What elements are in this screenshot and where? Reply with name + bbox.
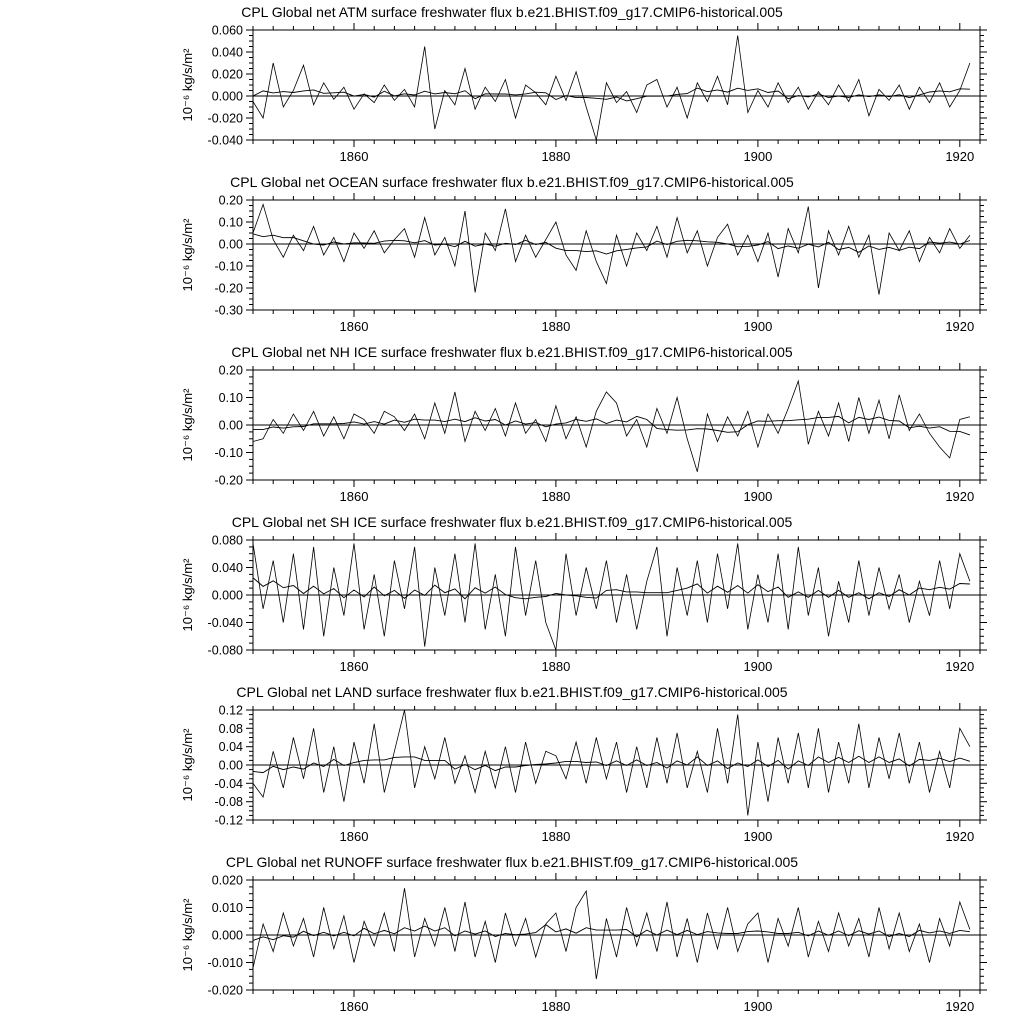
- annual-series-line: [253, 36, 970, 141]
- x-tick-label: 1880: [541, 659, 571, 674]
- y-tick-label: 0.20: [218, 193, 243, 208]
- y-tick-label: 0.000: [211, 588, 243, 603]
- y-tick-label: -0.10: [214, 446, 243, 460]
- chart-title-ocean: CPL Global net OCEAN surface freshwater flux b.e21.BHIST.f09_g17.CMIP6-historical.005: [230, 174, 794, 190]
- x-tick-label: 1900: [743, 999, 773, 1014]
- y-tick-label: -0.080: [207, 643, 243, 658]
- chart-title-sh-ice: CPL Global net SH ICE surface freshwater flux b.e21.BHIST.f09_g17.CMIP6-historical.005: [231, 514, 793, 530]
- chart-title-land: CPL Global net LAND surface freshwater flux b.e21.BHIST.f09_g17.CMIP6-historical.005: [236, 684, 788, 700]
- y-tick-label: 0.00: [218, 758, 243, 773]
- y-tick-label: -0.12: [214, 813, 243, 828]
- x-tick-label: 1900: [743, 659, 773, 674]
- y-axis-label: 10⁻⁶ kg/s/m²: [180, 48, 195, 122]
- y-tick-label: 0.020: [211, 67, 243, 82]
- panel-land: [0, 682, 1024, 852]
- x-tick-label: 1920: [945, 999, 975, 1014]
- annual-series-line: [253, 543, 970, 650]
- chart-plot-land: [0, 702, 1024, 852]
- y-tick-label: 0.040: [211, 45, 243, 60]
- panel-ocean: [0, 172, 1024, 342]
- x-tick-label: 1920: [945, 319, 975, 334]
- y-axis-label: 10⁻⁶ kg/s/m²: [180, 218, 195, 292]
- y-tick-label: 0.20: [218, 363, 243, 378]
- y-tick-label: 0.060: [211, 23, 243, 38]
- x-tick-label: 1860: [339, 829, 369, 844]
- panel-nh-ice: [0, 342, 1024, 512]
- chart-title-atm: CPL Global net ATM surface freshwater flux b.e21.BHIST.f09_g17.CMIP6-historical.005: [241, 4, 783, 20]
- y-axis-label: 10⁻⁶ kg/s/m²: [180, 728, 195, 802]
- y-tick-label: -0.020: [207, 111, 243, 126]
- y-tick-label: 0.10: [218, 391, 243, 405]
- x-tick-label: 1860: [339, 659, 369, 674]
- x-tick-label: 1860: [339, 999, 369, 1014]
- x-tick-label: 1880: [541, 829, 571, 844]
- x-tick-label: 1900: [743, 829, 773, 844]
- y-tick-label: 0.000: [211, 928, 243, 943]
- x-tick-label: 1880: [541, 319, 571, 334]
- y-tick-label: -0.020: [207, 983, 243, 998]
- y-tick-label: 0.020: [211, 873, 243, 888]
- chart-plot-runoff: [0, 872, 1024, 1022]
- y-tick-label: -0.20: [214, 281, 243, 296]
- plot-frame: [253, 30, 980, 140]
- y-tick-label: 0.12: [218, 703, 243, 718]
- x-tick-label: 1920: [945, 489, 975, 504]
- chart-title-runoff: CPL Global net RUNOFF surface freshwater flux b.e21.BHIST.f09_g17.CMIP6-historical.005: [225, 854, 799, 870]
- y-tick-label: -0.08: [214, 795, 243, 810]
- y-tick-label: -0.30: [214, 303, 243, 318]
- annual-series-line: [253, 710, 970, 815]
- y-tick-label: 0.00: [218, 237, 243, 252]
- x-tick-label: 1860: [339, 149, 369, 164]
- y-axis-label: 10⁻⁶ kg/s/m²: [180, 558, 195, 632]
- y-tick-label: -0.04: [214, 776, 243, 791]
- y-tick-label: 0.10: [218, 215, 243, 230]
- y-tick-label: 0.00: [218, 418, 243, 433]
- x-tick-label: 1920: [945, 659, 975, 674]
- y-tick-label: -0.10: [214, 259, 243, 274]
- x-tick-label: 1920: [945, 829, 975, 844]
- annual-series-line: [253, 204, 970, 294]
- x-tick-label: 1900: [743, 489, 773, 504]
- x-tick-label: 1880: [541, 999, 571, 1014]
- plot-frame: [253, 200, 980, 310]
- y-tick-label: -0.040: [207, 133, 243, 148]
- annual-series-line: [253, 888, 970, 979]
- panel-sh-ice: [0, 512, 1024, 682]
- y-tick-label: -0.040: [207, 616, 243, 630]
- y-axis-label: 10⁻⁶ kg/s/m²: [180, 898, 195, 972]
- y-axis-label: 10⁻⁶ kg/s/m²: [180, 388, 195, 462]
- chart-plot-sh-ice: [0, 532, 1024, 682]
- panel-runoff: [0, 852, 1024, 1022]
- x-tick-label: 1880: [541, 489, 571, 504]
- x-tick-label: 1880: [541, 149, 571, 164]
- y-tick-label: 0.08: [218, 721, 243, 736]
- x-tick-label: 1900: [743, 319, 773, 334]
- chart-plot-atm: [0, 22, 1024, 172]
- y-tick-label: 0.010: [211, 901, 243, 915]
- annual-series-line: [253, 381, 970, 472]
- y-tick-label: -0.010: [207, 956, 243, 970]
- x-tick-label: 1900: [743, 149, 773, 164]
- y-tick-label: 0.04: [218, 740, 243, 755]
- y-tick-label: -0.20: [214, 473, 243, 488]
- figure-page: [0, 2, 1024, 1022]
- x-tick-label: 1920: [945, 149, 975, 164]
- y-tick-label: 0.080: [211, 533, 243, 548]
- y-tick-label: 0.000: [211, 89, 243, 104]
- chart-title-nh-ice: CPL Global net NH ICE surface freshwater flux b.e21.BHIST.f09_g17.CMIP6-historical.005: [231, 344, 793, 360]
- x-tick-label: 1860: [339, 319, 369, 334]
- panel-atm: [0, 2, 1024, 172]
- x-tick-label: 1860: [339, 489, 369, 504]
- chart-plot-ocean: [0, 192, 1024, 342]
- chart-plot-nh-ice: [0, 362, 1024, 512]
- smoothed-series-line: [253, 416, 970, 435]
- y-tick-label: 0.040: [211, 561, 243, 575]
